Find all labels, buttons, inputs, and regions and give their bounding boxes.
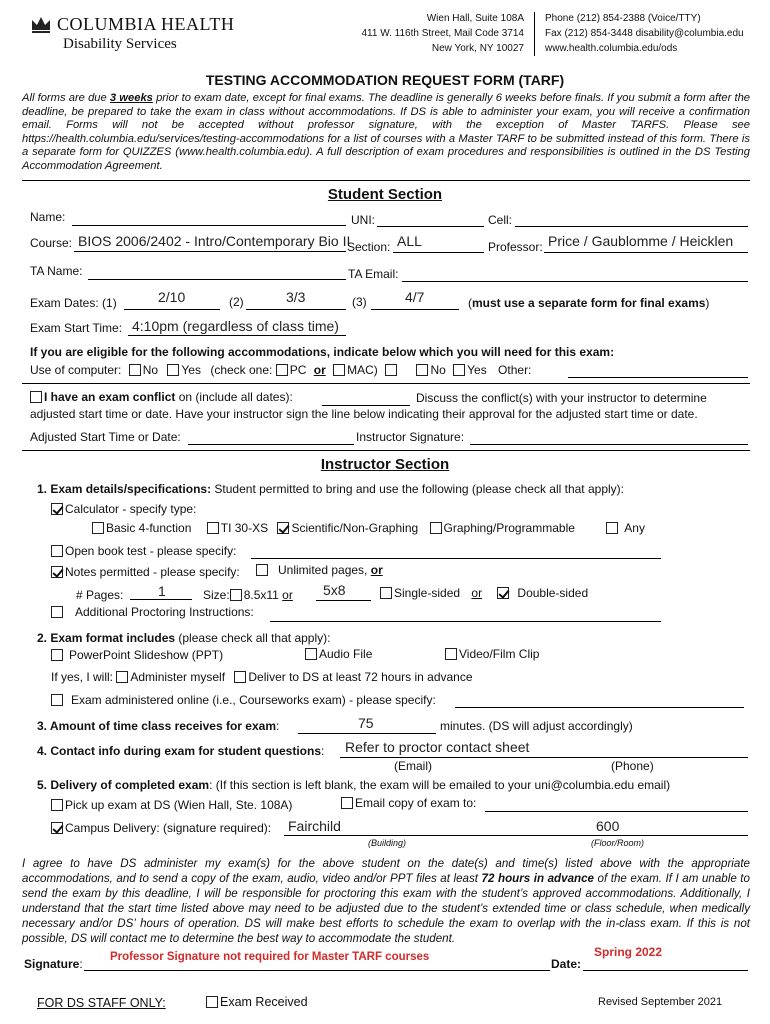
received-label: Exam Received [220,995,308,1009]
header-divider [534,12,535,56]
signature-note: Professor Signature not required for Master TARF courses [110,951,430,963]
pickup-label: Pick up exam at DS (Wien Hall, Ste. 108A) [65,798,293,812]
other-label: Other: [498,363,532,377]
video-label: Video/Film Clip [459,647,540,661]
mac-label: MAC) [347,363,378,377]
instructor-sig-field[interactable] [470,444,748,445]
admin-myself-checkbox[interactable] [116,671,128,683]
ppt-label: PowerPoint Slideshow (PPT) [69,648,224,662]
computer-yes-checkbox[interactable] [167,364,179,376]
conflict-tail: Discuss the conflict(s) with your instructor to determine [416,391,707,405]
instructor-sig-label: Instructor Signature: [356,430,465,444]
student-section-heading: Student Section [327,186,443,203]
q5-text: : (If this section is left blank, the exam will be emailed to your uni@columbia.edu email) [209,778,671,792]
section-field[interactable] [393,252,484,253]
staff-only: FOR DS STAFF ONLY: [37,996,166,1010]
intro-paragraph [22,92,750,173]
or-label: or [313,363,326,377]
computer-label: Use of computer: [30,363,122,377]
minutes-field[interactable] [298,733,436,734]
intro-text: All forms are due [22,92,110,104]
uni-field[interactable] [377,226,484,227]
proctoring-label: Additional Proctoring Instructions: [75,605,254,619]
course-field[interactable] [74,251,346,252]
calculator-checkbox[interactable] [51,503,63,515]
unlimited-label: Unlimited pages, [278,563,368,577]
contact-block [545,11,744,56]
contact-line: Phone (212) 854-2388 (Voice/TTY) [545,13,701,24]
contact-line: Fax (212) 854-3448 disability@columbia.edu [545,28,744,39]
deliver-label: Deliver to DS at least 72 hours in advance [248,670,473,684]
or-label: or [370,563,383,577]
logo-line1: COLUMBIA HEALTH [57,14,235,34]
conflict-checkbox[interactable] [30,391,42,403]
audio-checkbox[interactable] [305,648,317,660]
minutes-text: minutes. (DS will adjust accordingly) [440,719,633,733]
size-label: Size: [203,588,230,602]
video-checkbox[interactable] [445,648,457,660]
calc-type-row [92,522,645,536]
pages-label: # Pages: [76,588,124,602]
note-bold: must use a separate form for final exams [472,296,706,310]
exam-date-1-field[interactable] [124,309,220,310]
q2-bold: 2. Exam format includes [37,631,176,645]
phone-label: (Phone) [611,759,654,773]
contact-field[interactable] [340,757,748,758]
section-value[interactable]: ALL [397,233,422,249]
q1-text: Student permitted to bring and use the following (please check all that apply): [211,482,624,496]
room-label: (Floor/Room) [591,838,645,848]
address-line: 411 W. 116th Street, Mail Code 3714 [361,28,524,39]
ppt-checkbox[interactable] [51,649,63,661]
size-field[interactable] [316,600,371,601]
note-paren: ) [705,296,710,310]
agreement-text: of the exam. If I am unable to send the exam by this deadline, I will be responsible for proctoring this exam with the student’s approved accommodations. Additionally, I understand that the start time listed above may need to be adjusted due to the student’s extended time or class schedule, when medically necessary and/or DS’ hours of operation. DS will make best efforts to schedule the exam to overlap with the in-class exam. If this is not possible, DS will contact me to determine the best way to accommodate the student. [22,872,750,945]
double-sided-label: Double-sided [517,586,589,600]
double-sided-checkbox[interactable] [497,587,509,599]
name-field[interactable] [72,225,346,226]
revised-date: Revised September 2021 [598,996,723,1008]
agreement-paragraph [22,856,750,946]
emailcopy-label: Email copy of exam to: [355,796,477,810]
exam-date-1[interactable]: 2/10 [158,289,186,305]
proctoring-row [51,606,254,620]
ifyes-row [51,671,473,685]
pc-label: PC [289,363,307,377]
received-checkbox[interactable] [206,996,218,1008]
deliver-checkbox[interactable] [234,671,246,683]
unlimited-row [256,564,383,578]
ta-email-field[interactable] [402,281,748,282]
notes-row [51,566,240,580]
divider [22,180,750,181]
conflict-row [30,391,293,405]
address-line: Wien Hall, Suite 108A [426,13,524,24]
contact-line[interactable]: www.health.columbia.edu/ods [545,43,678,54]
online-row [51,694,436,708]
final-exam-note [468,297,709,311]
q3-bold: 3. Amount of time class receives for exam [37,719,276,733]
single-sided-checkbox[interactable] [380,587,392,599]
other-field[interactable] [568,377,748,378]
mac-checkbox[interactable] [333,364,345,376]
openbook-field[interactable] [251,558,661,559]
instructor-section-heading: Instructor Section [320,456,450,473]
pc-checkbox[interactable] [276,364,288,376]
agreement-bold: 72 hours in advance [481,872,594,885]
ti-label: TI 30-XS [220,521,269,535]
q3-colon: : [276,719,280,733]
conflict-dates-field[interactable] [322,405,410,406]
exam-date-2[interactable]: 3/3 [286,289,306,305]
professor-label: Professor: [488,240,543,254]
pickup-checkbox[interactable] [51,799,63,811]
q4-bold: 4. Contact info during exam for student questions [37,744,322,758]
signature-field[interactable] [84,970,550,971]
intro-due: 3 weeks [109,92,153,104]
computer-no-checkbox[interactable] [129,364,141,376]
exam-date-2-field[interactable] [246,309,346,310]
intro-text: prior to exam date, except for final exams. The deadline is generally 6 weeks before finals. If you submit a form after the deadline, be prepared to take the exam in class without accommodations. If DS is able to administer your exam, you will receive a confirmation email. Forms will not be accepted without professor signature, with the exception of Master TARFS. Please see https://health.columbia.edu/services/testing-accommodations for a list of courses with a Master TARF to be submitted instead of this form. There is a separate form for QUIZZES (www.health.columbia.edu). A full description of exam procedures and responsibilities is outlined in the DS Testing Accommodation Agreement. [22,92,751,172]
calculator-row [51,503,196,517]
audio-label: Audio File [319,647,373,661]
graphing-checkbox[interactable] [430,522,442,534]
proctoring-field[interactable] [270,621,661,622]
page-title: TESTING ACCOMMODATION REQUEST FORM (TARF) [205,72,565,88]
start-time-label: Exam Start Time: [30,321,123,335]
exam-dates-label: Exam Dates: (1) [30,296,117,310]
scientific-label: Scientific/Non-Graphing [291,521,419,535]
q3 [37,720,279,734]
q5-bold: 5. Delivery of completed exam [37,778,210,792]
pages-value[interactable]: 1 [158,583,166,599]
openbook-row [51,545,236,559]
contact-value[interactable]: Refer to proctor contact sheet [345,739,530,755]
other-no-label: No [430,363,446,377]
sides-or-label: or [471,586,483,600]
agreement-text: I agree to have DS administer my exam(s) for the above student on the date(s) and time(s) listed above with the appropriate accommodations, and to send a copy of the exam, audio, video and/or PPT files at least [22,857,750,885]
size-85-checkbox[interactable] [230,589,242,601]
size-85-label: 8.5x11 [243,588,279,602]
start-time-field[interactable] [128,335,346,336]
online-label: Exam administered online (i.e., Courseworks exam) - please specify: [71,693,436,707]
basic-label: Basic 4-function [106,521,192,535]
exam-date-3[interactable]: 4/7 [405,289,425,305]
exam-date-3-label: (3) [352,295,367,309]
course-label: Course: [30,236,73,250]
audio-row [305,648,372,662]
course-value[interactable]: BIOS 2006/2402 - Intro/Contemporary Bio II [78,233,351,249]
other-yes-label: Yes [467,363,487,377]
size-or-label: or [282,588,293,602]
computer-yes-label: Yes [181,363,201,377]
computer-row [30,364,531,378]
date-field[interactable] [583,970,748,971]
graphing-label: Graphing/Programmable [443,521,575,535]
emailcopy-row [341,797,476,811]
building-value[interactable]: Fairchild [288,818,341,834]
address-block [361,11,524,56]
uni-label: UNI: [351,213,375,227]
signature-colon: : [79,957,83,971]
exam-date-2-label: (2) [229,295,244,309]
ppt-row [51,649,223,663]
openbook-label: Open book test - please specify: [65,544,237,558]
ta-email-label: TA Email: [348,267,399,281]
campus-label: Campus Delivery: (signature required): [65,821,272,835]
ifyes-label: If yes, I will: [51,670,114,684]
mac-extra-checkbox[interactable] [385,364,397,376]
room-value[interactable]: 600 [596,818,620,834]
ti-checkbox[interactable] [207,522,219,534]
admin-myself-label: Administer myself [130,670,226,684]
crown-icon [30,14,52,34]
professor-value[interactable]: Price / Gaublomme / Heicklen [548,233,734,249]
building-label: (Building) [368,838,407,848]
sides-row [380,587,588,601]
divider [22,383,750,384]
section-label: Section: [347,240,391,254]
notes-checkbox[interactable] [51,566,63,578]
adjusted-field[interactable] [188,444,354,445]
conflict-line2: adjusted start time or date. Have your instructor sign the line below indicating their approval for the adjusted start time or date. [30,407,698,421]
minutes-value[interactable]: 75 [358,715,374,731]
date-value[interactable]: Spring 2022 [594,945,663,959]
conflict-bold: I have an exam conflict [44,390,176,404]
address-line: New York, NY 10027 [431,43,524,54]
received-row [206,995,308,1009]
emailcopy-field[interactable] [485,811,748,812]
any-label: Any [624,521,645,535]
q4 [37,745,324,759]
name-label: Name: [30,210,66,224]
cell-field[interactable] [515,226,748,227]
campus-field[interactable] [284,835,748,836]
video-row [445,648,539,662]
unlimited-checkbox[interactable] [256,564,268,576]
ta-name-field[interactable] [88,279,346,280]
q1 [37,483,624,497]
single-sided-label: Single-sided [394,586,461,600]
signature-label: Signature [24,957,80,971]
signature-label-row [24,958,83,972]
q2 [37,632,330,646]
other-yes-checkbox[interactable] [453,364,465,376]
professor-field[interactable] [544,252,748,253]
note-paren: ( [468,296,472,310]
q5 [37,779,670,793]
other-no-checkbox[interactable] [416,364,428,376]
pickup-row [51,799,292,813]
proctoring-checkbox[interactable] [51,606,63,618]
email-label: (Email) [394,759,432,773]
q1-bold: 1. Exam details/specifications: [37,482,212,496]
campus-row [51,822,271,836]
check-one-label: (check one: [210,363,273,377]
cell-label: Cell: [488,213,513,227]
q4-colon: : [321,744,325,758]
date-label: Date: [551,957,582,971]
pages-field[interactable] [130,599,192,600]
online-field[interactable] [455,707,744,708]
q2-text: (please check all that apply): [175,631,331,645]
adjusted-label: Adjusted Start Time or Date: [30,430,181,444]
campus-checkbox[interactable] [51,822,63,834]
any-checkbox[interactable] [606,522,618,534]
calculator-label: Calculator - specify type: [65,502,197,516]
conflict-text: on (include all dates): [175,390,293,404]
size-row [203,589,293,603]
start-time-value[interactable]: 4:10pm (regardless of class time) [132,318,339,334]
basic-checkbox[interactable] [92,522,104,534]
emailcopy-checkbox[interactable] [341,797,353,809]
divider [22,450,750,451]
scientific-checkbox[interactable] [277,522,289,534]
computer-no-label: No [142,363,159,377]
notes-label: Notes permitted - please specify: [65,565,240,579]
eligible-heading: If you are eligible for the following accommodations, indicate below which you will need for this exam: [30,345,615,359]
openbook-checkbox[interactable] [51,545,63,557]
logo-line2: Disability Services [63,36,177,52]
exam-date-3-field[interactable] [371,309,459,310]
size-value[interactable]: 5x8 [323,582,346,598]
ta-name-label: TA Name: [30,264,83,278]
online-checkbox[interactable] [51,694,63,706]
